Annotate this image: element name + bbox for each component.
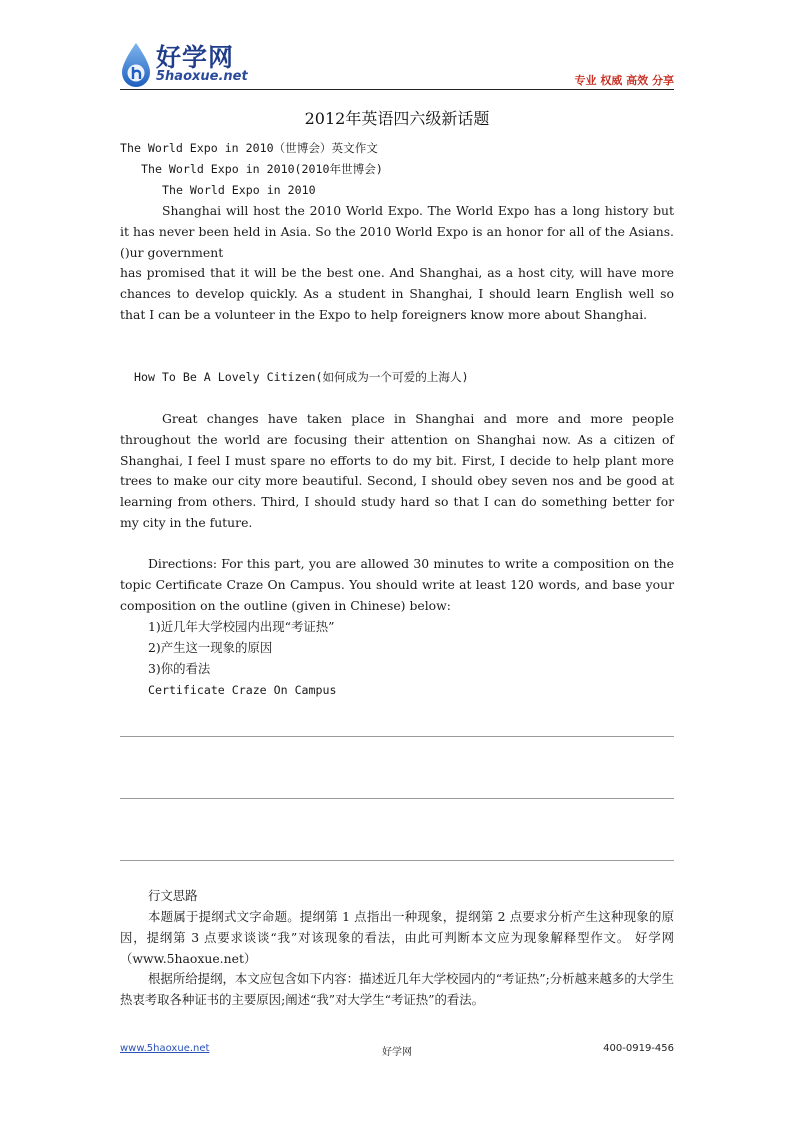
paragraph-expo: [120, 201, 674, 326]
section1-heading: The World Expo in 2010（世博会）英文作文: [120, 141, 378, 155]
paragraph-citizen: [120, 409, 674, 534]
guide-paragraph-1: 本题属于提纲式文字命题。提纲第 1 点指出一种现象，提纲第 2 点要求分析产生这种现象的原因，提纲第 3 点要求谈谈“我”对该现象的看法，由此可判断本文应为现象解释型作文。 好学网（www.5haoxue.net）: [120, 909, 674, 966]
water-drop-logo-icon: [120, 42, 152, 88]
footer-website-link[interactable]: www.5haoxue.net: [120, 1043, 210, 1054]
logo-chinese-text: 好学网: [156, 43, 235, 72]
document-title: 2012年英语四六级新话题: [304, 109, 490, 128]
paragraph-expo-part2: has promised that it will be the best one. And Shanghai, as a host city, will have more chances to develop quickly. As a student in Shanghai, I should learn English well so that I can be a volunteer in the Expo to help foreigners know more about Shanghai.: [120, 265, 674, 322]
section1-subheading: The World Expo in 2010(2010年世博会): [141, 162, 383, 176]
outline-list: [148, 617, 674, 679]
page-footer: [120, 1043, 674, 1059]
footer-phone-number: 400-0919-456: [603, 1043, 674, 1054]
section1-essay-title: The World Expo in 2010: [162, 183, 316, 197]
composition-title: Certificate Craze On Campus: [148, 683, 337, 697]
directions-text: Directions: For this part, you are allowed 30 minutes to write a composition on the topic Certificate Craze On Campus. You should write at least 120 words, and base your composition on the outline (given in Chinese) below:: [120, 556, 674, 613]
page-header: [120, 38, 674, 90]
paragraph-expo-part1: Shanghai will host the 2010 World Expo. The World Expo has a long history but it has never been held in Asia. So the 2010 World Expo is an honor for all of the Asians. ()ur government: [120, 203, 674, 260]
outline-item: 2)产生这一现象的原因: [148, 639, 273, 655]
header-divider: [120, 89, 674, 90]
answer-line: [120, 736, 674, 737]
site-logo[interactable]: [120, 38, 250, 90]
paragraph-citizen-text: Great changes have taken place in Shanghai and more and more people throughout the world are focusing their attention on Shanghai now. As a citizen of Shanghai, I feel I must spare no efforts to do my bit. First, I decide to help plant more trees to make our city more beautiful. Second, I should obey seven nos and be good at learning from others. Third, I should study hard so that I can do something better for my city in the future.: [120, 411, 674, 530]
answer-line: [120, 798, 674, 799]
guide-paragraph-2: 根据所给提纲，本文应包含如下内容：描述近几年大学校园内的“考证热”;分析越来越多的大学生热衷考取各种证书的主要原因;阐述“我”对大学生“考证热”的看法。: [120, 971, 674, 1008]
outline-item: 3)你的看法: [148, 660, 211, 676]
footer-site-name: 好学网: [382, 1047, 412, 1058]
answer-line: [120, 860, 674, 861]
logo-english-text: 5haoxue.net: [156, 69, 248, 84]
outline-item: 1)近几年大学校园内出现“考证热”: [148, 619, 335, 634]
section2-heading: How To Be A Lovely Citizen(如何成为一个可爱的上海人): [134, 370, 469, 384]
guide-section: [120, 907, 674, 1011]
guide-heading: 行文思路: [148, 888, 198, 903]
header-slogan: 专业 权威 高效 分享: [574, 74, 674, 87]
paragraph-directions: [120, 554, 674, 616]
